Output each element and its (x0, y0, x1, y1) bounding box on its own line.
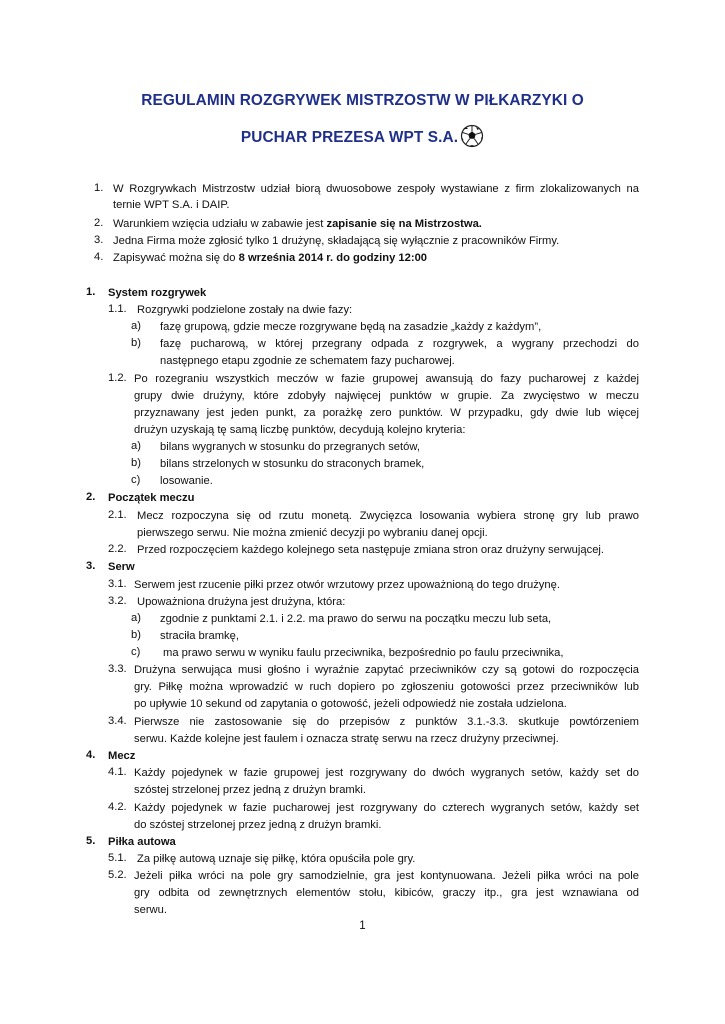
p52-line-1: Jeżeli piłka wróci na pole gry samodzielnie, gra jest kontynuowana. Jeżeli piłka wróci na pole (134, 870, 639, 882)
page-number: 1 (359, 920, 366, 932)
intro-4-text (113, 251, 427, 265)
p52-number: 5.2. (108, 869, 127, 881)
p11a-letter: a) (131, 320, 141, 332)
p33-line-2: gry. Piłkę można wprowadzić w ruch dopiero po zgłoszeniu gotowości przez przeciwników lub (134, 681, 639, 693)
section-5-number: 5. (86, 835, 96, 847)
soccer-ball-icon (460, 124, 484, 148)
p52-line-3: serwu. (134, 904, 167, 916)
intro-4-bold: 8 września 2014 r. do godziny 12:00 (238, 252, 428, 264)
p12a-text: bilans wygranych w stosunku do przegranych setów, (160, 441, 420, 453)
p32-text: Upoważniona drużyna jest drużyna, która: (137, 596, 346, 608)
p32a-text: zgodnie z punktami 2.1. i 2.2. ma prawo do serwu na początku meczu lub seta, (160, 613, 552, 625)
p31-number: 3.1. (108, 578, 127, 590)
p32b-text: straciła bramkę, (160, 630, 239, 642)
p12c-letter: c) (131, 474, 141, 486)
p51-text: Za piłkę autową uznaje się piłkę, która opuściła pole gry. (137, 853, 416, 865)
p31-text: Serwem jest rzucenie piłki przez otwór wrzutowy przez upoważnioną do tego drużynę. (134, 579, 560, 591)
p12b-text: bilans strzelonych w stosunku do straconych bramek, (160, 458, 425, 470)
p34-number: 3.4. (108, 715, 127, 727)
p11b-line-1: fazę pucharową, w której przegrany odpada z rozgrywek, a wygrany przechodzi do (160, 338, 639, 350)
document-title-line-1: REGULAMIN ROZGRYWEK MISTRZOSTW W PIŁKARZYKI O (141, 92, 584, 109)
p12-number: 1.2. (108, 372, 127, 384)
p41-number: 4.1. (108, 766, 127, 778)
p42-line-1: Każdy pojedynek w fazie pucharowej jest rozgrywany do czterech wygranych setów, każdy set (134, 802, 639, 814)
intro-3-number: 3. (94, 234, 104, 246)
intro-2-plain: Warunkiem wzięcia udziału w zabawie jest (113, 218, 327, 230)
p12b-letter: b) (131, 457, 141, 469)
p12-line-2: grupy dwie drużyny, które zdobyły najwięcej punktów w grupie. Za zwycięstwo w meczu (134, 390, 639, 402)
p42-line-2: do szóstej strzelonej przez jedną z drużyn bramki. (134, 819, 382, 831)
p21-number: 2.1. (108, 509, 127, 521)
p11-text: Rozgrywki podzielone zostały na dwie fazy: (137, 304, 353, 316)
p12-line-1: Po rozegraniu wszystkich meczów w fazie grupowej awansują do fazy pucharowej z każdej (134, 373, 639, 385)
p11-number: 1.1. (108, 303, 127, 315)
p32a-letter: a) (131, 612, 141, 624)
section-3-title: Serw (108, 561, 135, 573)
document-title-line-2 (60, 124, 665, 148)
p41-line-2: szóstej strzelonej przez jedną z drużyn bramki. (134, 784, 366, 796)
p51-number: 5.1. (108, 852, 127, 864)
section-4-title: Mecz (108, 750, 136, 762)
p32b-letter: b) (131, 629, 141, 641)
section-1-number: 1. (86, 286, 96, 298)
p52-line-2: gry odbita od zewnętrznych elementów stołu, kibiców, graczy itp., gra jest wznawiana od (134, 887, 639, 899)
p12-line-4: drużyn uzyskają tę samą liczbę punktów, decydują kolejno kryteria: (134, 424, 466, 436)
p21-line-2: pierwszego serwu. Nie można zmienić decyzji po wybraniu danej opcji. (137, 527, 488, 539)
p32-number: 3.2. (108, 595, 127, 607)
p32c-text: ma prawo serwu w wyniku faulu przeciwnika, bezpośrednio po faulu przeciwnika, (163, 647, 564, 659)
section-1-title: System rozgrywek (108, 287, 207, 299)
p12c-text: losowanie. (160, 475, 213, 487)
document-title-text: PUCHAR PREZESA WPT S.A. (240, 129, 459, 146)
section-3-number: 3. (86, 560, 96, 572)
p21-line-1: Mecz rozpoczyna się od rzutu monetą. Zwycięzca losowania wybiera stronę gry lub prawo (137, 510, 639, 522)
intro-1-line-1: W Rozgrywkach Mistrzostw udział biorą dwuosobowe zespoły wystawiane z firm zlokalizowanych na (113, 183, 639, 195)
p11a-text: fazę grupową, gdzie mecze rozgrywane będą na zasadzie „każdy z każdym”, (160, 321, 542, 333)
p22-number: 2.2. (108, 543, 127, 555)
intro-2-text (113, 217, 482, 231)
section-2-number: 2. (86, 491, 96, 503)
p11b-line-2: następnego etapu zgodnie ze schematem fazy pucharowej. (160, 355, 455, 367)
p42-number: 4.2. (108, 801, 127, 813)
section-2-title: Początek meczu (108, 492, 195, 504)
intro-2-bold: zapisanie się na Mistrzostwa. (326, 218, 482, 230)
p33-line-1: Drużyna serwująca musi głośno i wyraźnie zapytać przeciwników czy są gotowi do rozpoczęcia (134, 664, 639, 676)
p22-text: Przed rozpoczęciem każdego kolejnego seta następuje zmiana stron oraz drużyny serwującej. (137, 544, 605, 556)
intro-4-plain: Zapisywać można się do (113, 252, 239, 264)
section-4-number: 4. (86, 749, 96, 761)
intro-1-line-2: ternie WPT S.A. i DAIP. (113, 199, 230, 211)
p34-line-1: Pierwsze nie zastosowanie się do przepisów z punktów 3.1.-3.3. skutkuje powtórzeniem (134, 716, 639, 728)
intro-2-number: 2. (94, 217, 104, 229)
intro-3-text: Jedna Firma może zgłosić tylko 1 drużynę, składającą się wyłącznie z pracowników Firmy. (113, 235, 560, 247)
p12-line-3: przyznawany jest jeden punkt, za porażkę zero punktów. W przypadku, gdy dwie lub więcej (134, 407, 639, 419)
p12a-letter: a) (131, 440, 141, 452)
p33-line-3: po upływie 10 sekund od zapytania o gotowość, jeżeli odpowiedź nie została udzielona. (134, 698, 567, 710)
p32c-letter: c) (131, 646, 141, 658)
intro-1-number: 1. (94, 182, 104, 194)
p34-line-2: serwu. Każde kolejne jest faulem i oznacza stratę serwu na rzecz drużyny przeciwnej. (134, 733, 559, 745)
p33-number: 3.3. (108, 663, 127, 675)
section-5-title: Piłka autowa (108, 836, 176, 848)
p11b-letter: b) (131, 337, 141, 349)
p41-line-1: Każdy pojedynek w fazie grupowej jest rozgrywany do dwóch wygranych setów, każdy set do (134, 767, 639, 779)
intro-4-number: 4. (94, 251, 104, 263)
